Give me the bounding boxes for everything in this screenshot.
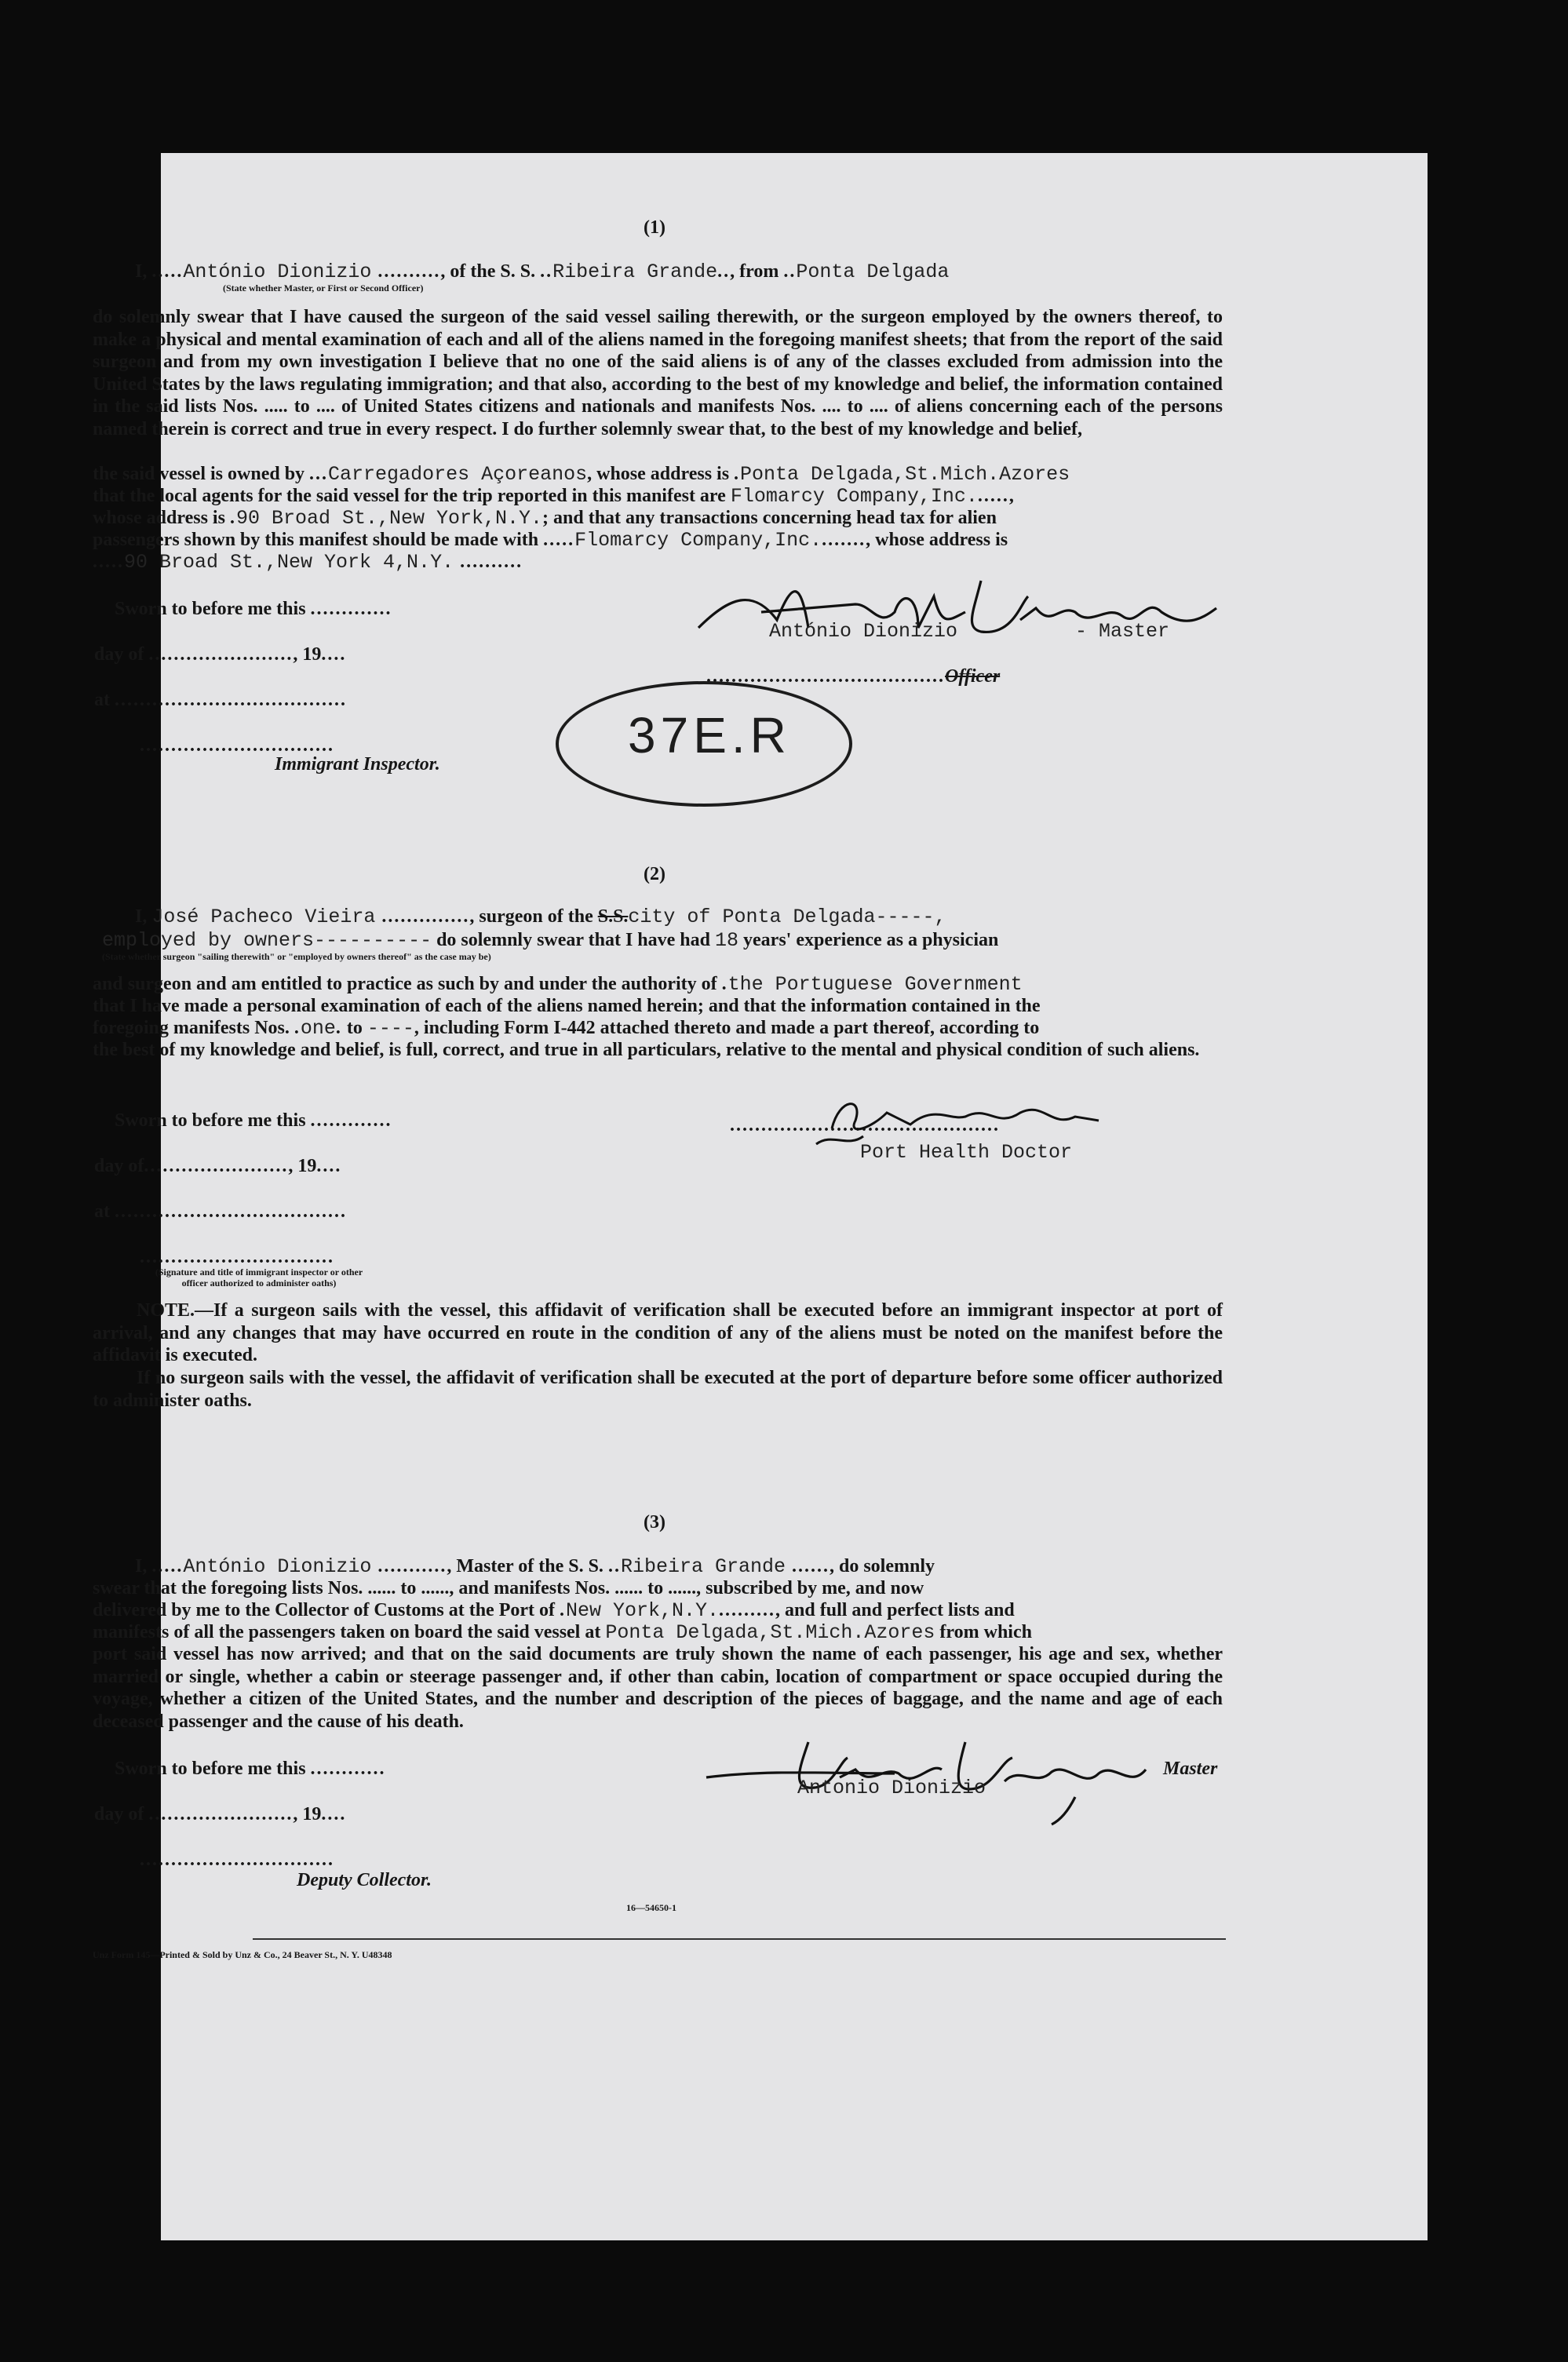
collector-signature-line: ............................... bbox=[140, 1850, 334, 1870]
master-name-field: António Dionizio bbox=[183, 261, 372, 283]
exam-line: that I have made a personal examination of each of the aliens named herein; and that the information contained in the bbox=[93, 996, 1041, 1016]
surgeon-status-field: employed by owners bbox=[102, 929, 315, 952]
day-of-line: day of ......................., 19.... bbox=[94, 644, 347, 665]
agent-field: Flomarcy Company,Inc. bbox=[730, 485, 978, 508]
owner-field: Carregadores Açoreanos bbox=[328, 463, 588, 486]
officer-signature-line: ............................... bbox=[140, 1247, 334, 1267]
oath-line-1: I, .....António Dionizio .........., of the S. S. ..Ribeira Grande.., from ..Ponta Delgada bbox=[135, 261, 950, 283]
ink-stamp-text: 37E.R bbox=[628, 707, 791, 764]
agent-address-line: whose address is .90 Broad St.,New York,N.Y.; and that any transactions concerning head tax for alien bbox=[93, 507, 997, 530]
manifests-line: foregoing manifests Nos. .one. to ----, including Form I-442 attached thereto and made a part thereof, according to bbox=[93, 1017, 1040, 1040]
at-line: at ..................................... bbox=[94, 1201, 347, 1222]
authority-line: and surgeon and am entitled to practice as such by and under the authority of .the Portuguese Government bbox=[93, 973, 1023, 996]
day-of-line: day of......................., 19.... bbox=[94, 1156, 342, 1176]
oath-paragraph-1: do solemnly swear that I have caused the surgeon of the said vessel sailing therewith, or the surgeon employed by the owners thereof, to make a physical and mental examination of each and all of the aliens named in the foregoing manifest sheets; that from the report of the said surgeon and from my own investigation I believe that no one of the said aliens is of any of the classes excluded from admission into the United States by the laws regulating immigration; and that also, according to the best of my knowledge and belief, the information contained in the said lists Nos. ..... to .... of United States citizens and nationals and manifests Nos. .... to .... of aliens concerning each of the persons named therein is correct and true in every respect. I do further solemnly swear that, to the best of my knowledge and belief, bbox=[93, 307, 1223, 439]
agents-line: that the local agents for the said vessel for the trip reported in this manifest are Flomarcy Company,Inc......, bbox=[93, 485, 1016, 508]
manifests-line: manifests of all the passengers taken on board the said vessel at Ponta Delgada,St.Mich.Azores from which bbox=[93, 1621, 1032, 1644]
master-title: - Master bbox=[1075, 620, 1170, 643]
head-tax-line: passengers shown by this manifest should be made with .....Flomarcy Company,Inc........, whose address is bbox=[93, 529, 1008, 552]
surgeon-vessel-field: city of Ponta Delgada bbox=[628, 906, 876, 928]
master-label: Master bbox=[1163, 1759, 1218, 1779]
sworn-line: Sworn to before me this ............. bbox=[115, 1110, 392, 1131]
inspector-signature-line: ............................... bbox=[140, 735, 334, 756]
officer-signature-line: ......................................Officer bbox=[706, 666, 1001, 687]
arrival-port-field: New York,N.Y. bbox=[565, 1599, 720, 1622]
section-number: (3) bbox=[644, 1512, 665, 1533]
state-whether-note: (State whether Master, or First or Second Officer) bbox=[223, 282, 424, 293]
surgeon-line-1: I, José Pacheco Vieira .............., surgeon of the S.S.city of Ponta Delgada-----, bbox=[135, 906, 946, 928]
owner-address-field: Ponta Delgada,St.Mich.Azores bbox=[740, 463, 1070, 486]
years-experience-field: 18 bbox=[715, 929, 739, 952]
departure-port-field: Ponta Delgada bbox=[796, 261, 950, 283]
vessel-name-field: Ribeira Grande bbox=[552, 261, 718, 283]
master-typed-name: Antonio Dionizio bbox=[797, 1777, 986, 1799]
officer-label: Officer bbox=[945, 666, 1001, 687]
lists-line: swear that the foregoing lists Nos. ...... to ......, and manifests Nos. ...... to ......, subscribed by me, and now bbox=[93, 1578, 924, 1598]
manifest-to-field: ---- bbox=[366, 1017, 414, 1040]
owner-line: the said vessel is owned by ...Carregadores Açoreanos, whose address is .Ponta Delgada,St.Mich.Azores bbox=[93, 463, 1070, 486]
deputy-collector-label: Deputy Collector. bbox=[297, 1870, 432, 1890]
printer-imprint: Unz Form 145—Printed & Sold by Unz & Co., 24 Beaver St., N. Y. U48348 bbox=[93, 1949, 392, 1960]
head-tax-address-field: 90 Broad St.,New York 4,N.Y. bbox=[124, 551, 454, 574]
surgeon-closing-paragraph: the best of my knowledge and belief, is full, correct, and true in all particulars, relative to the mental and physical condition of such aliens. bbox=[93, 1040, 1200, 1060]
day-of-line: day of ......................., 19.... bbox=[94, 1804, 347, 1824]
head-tax-agent-field: Flomarcy Company,Inc. bbox=[574, 529, 822, 552]
sworn-line: Sworn to before me this ............ bbox=[115, 1759, 386, 1779]
vessel-name-field: Ribeira Grande bbox=[620, 1555, 786, 1578]
agent-address-field: 90 Broad St.,New York,N.Y. bbox=[235, 507, 543, 530]
authority-field: the Portuguese Government bbox=[727, 973, 1023, 996]
section-number: (2) bbox=[644, 864, 665, 884]
form-code: 16—54650-1 bbox=[626, 1902, 676, 1913]
master-closing-paragraph: port said vessel has now arrived; and that on the said documents are truly shown the name of each passenger, his age and sex, whether married or single, whether a cabin or steerage passenger and, if other than cabin, location of compartment or space occupied during the voyage, whether a citizen of the United States, and the number and description of the pieces of baggage, and the name and age of each deceased passenger and the cause of his death. bbox=[93, 1644, 1223, 1732]
delivered-line: delivered by me to the Collector of Customs at the Port of .New York,N.Y.........., and full and perfect lists and bbox=[93, 1599, 1015, 1622]
surgeon-line-2: employed by owners---------- do solemnly swear that I have had 18 years' experience as a physician bbox=[102, 929, 999, 952]
footer-rule bbox=[253, 1938, 1226, 1940]
manifest-from-field: one bbox=[300, 1017, 336, 1040]
section-number: (1) bbox=[644, 217, 665, 238]
surgeon-state-note: (State whether surgeon "sailing therewith" or "employed by owners thereof" as the case may be) bbox=[102, 951, 491, 962]
at-line: at ..................................... bbox=[94, 690, 347, 710]
doctor-signature-line: ........................................... bbox=[730, 1115, 1000, 1135]
master-name-field: António Dionizio bbox=[183, 1555, 372, 1578]
head-tax-address-line: .....90 Broad St.,New York 4,N.Y. .......... bbox=[93, 551, 523, 574]
master-typed-name: António Dionizio bbox=[769, 620, 958, 643]
signature-title-note: (Signature and title of immigrant inspector or other officer authorized to administer oaths) bbox=[155, 1267, 363, 1289]
master-oath-line-1: I, .....António Dionizio ..........., Master of the S. S. ..Ribeira Grande ......, do solemnly bbox=[135, 1555, 935, 1578]
port-health-doctor-title: Port Health Doctor bbox=[860, 1141, 1073, 1164]
note-paragraph: NOTE.—If a surgeon sails with the vessel, this affidavit of verification shall be executed before an immigrant inspector at port of arrival, and any changes that may have occurred en route in the condition of any of the aliens must be noted on the manifest before the affidavit is executed. bbox=[93, 1300, 1223, 1365]
surgeon-name-field: José Pacheco Vieira bbox=[151, 906, 376, 928]
sworn-line: Sworn to before me this ............. bbox=[115, 599, 392, 619]
departure-field: Ponta Delgada,St.Mich.Azores bbox=[605, 1621, 935, 1644]
immigrant-inspector-label: Immigrant Inspector. bbox=[275, 754, 440, 775]
note-paragraph-2: If no surgeon sails with the vessel, the affidavit of verification shall be executed at the port of departure before some officer authorized to administer oaths. bbox=[93, 1368, 1223, 1411]
